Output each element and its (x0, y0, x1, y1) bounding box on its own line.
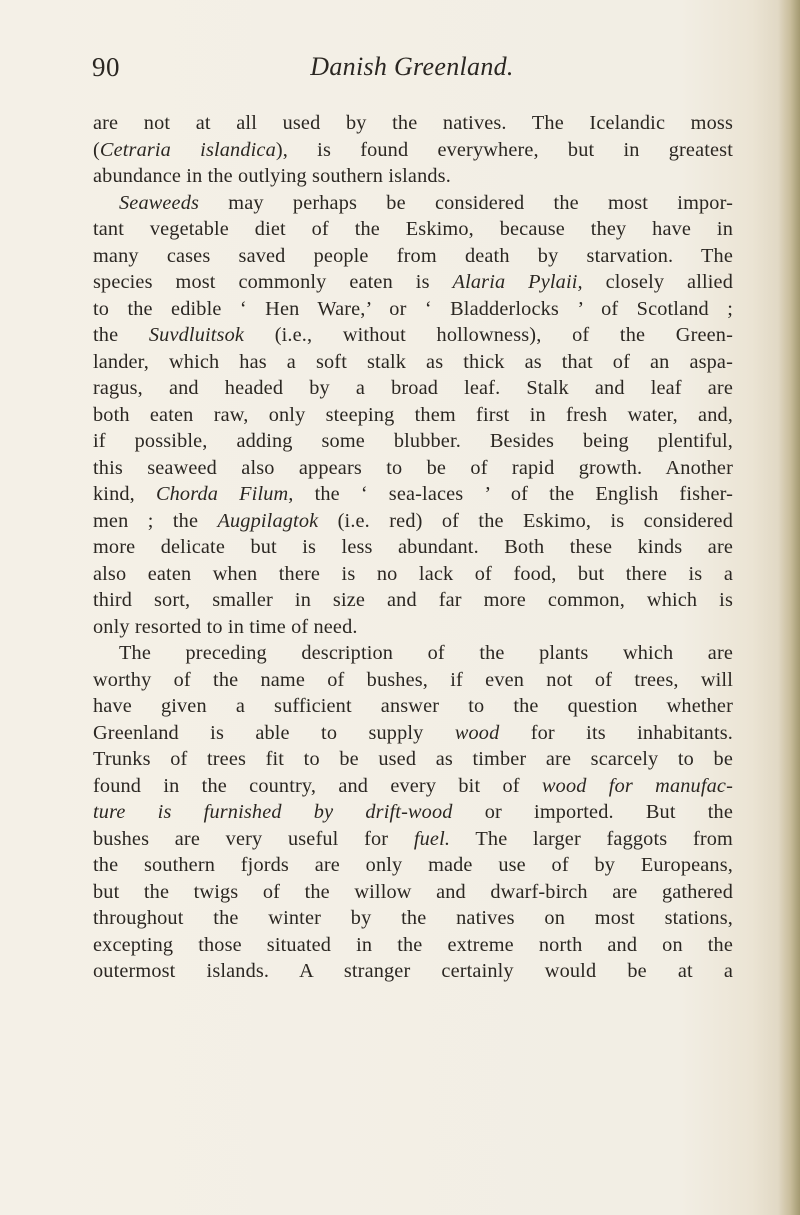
text-line: third sort, smaller in size and far more common, which is (93, 589, 733, 611)
text-line: to the edible ‘ Hen Ware,’ or ‘ Bladderlocks ’ of Scotland ; (93, 297, 733, 320)
italic-term: Alaria Pylaii, (452, 271, 583, 293)
italic-term: wood (454, 721, 500, 744)
text-line: the southern fjords are only made use of by Europeans, (93, 854, 733, 876)
body-text (93, 110, 733, 985)
text-line: excepting those situated in the extreme north and on the (93, 933, 733, 956)
italic-term: Chorda Filum, (155, 483, 294, 505)
text-line: only resorted to in time of need. (93, 615, 358, 638)
italic-term: Suvdluitsok (148, 324, 245, 346)
text-line: (Cetraria islandica), is found everywhere, but in greatest (93, 138, 733, 161)
text-line: ragus, and headed by a broad leaf. Stalk and leaf are (93, 377, 733, 399)
italic-term: fuel. (413, 827, 451, 850)
text-line: lander, which has a soft stalk as thick as that of an aspa- (93, 350, 733, 373)
text-line: kind, Chorda Filum, the ‘ sea-laces ’ of the English fisher- (93, 483, 733, 505)
text-line: but the twigs of the willow and dwarf-birch are gathered (93, 880, 733, 903)
italic-term: wood for manufac- (541, 774, 733, 797)
text-line: the Suvdluitsok (i.e., without hollowness), of the Green- (93, 324, 734, 346)
text-line: bushes are very useful for fuel. The larger faggots from (93, 827, 733, 850)
italic-term: Augpilagtok (217, 509, 319, 532)
text-line: if possible, adding some blubber. Besides being plentiful, (93, 430, 733, 452)
text-line: men ; the Augpilagtok (i.e. red) of the Eskimo, is considered (93, 509, 734, 532)
page-edge-shadow (778, 0, 800, 1215)
text-line: more delicate but is less abundant. Both these kinds are (93, 536, 733, 558)
text-line: are not at all used by the natives. The Icelandic moss (93, 112, 733, 134)
text-line: species most commonly eaten is Alaria Pylaii, closely allied (93, 271, 733, 293)
text-line: have given a sufficient answer to the question whether (93, 695, 733, 717)
text-line: this seaweed also appears to be of rapid growth. Another (93, 456, 733, 479)
text-line: tant vegetable diet of the Eskimo, because they have in (93, 218, 733, 240)
italic-term: ture is furnished by drift-wood (93, 801, 453, 823)
italic-term: Seaweeds (119, 191, 200, 214)
text-line: worthy of the name of bushes, if even not of trees, will (93, 668, 733, 691)
text-line: Trunks of trees fit to be used as timber are scarcely to be (93, 748, 733, 770)
text-line: outermost islands. A stranger certainly would be at a (93, 960, 733, 982)
text-line: found in the country, and every bit of wood for manufac- (93, 774, 733, 797)
page-header (92, 52, 732, 92)
text-line: also eaten when there is no lack of food, but there is a (93, 562, 733, 585)
italic-term: Cetraria islandica (99, 138, 276, 161)
text-line: abundance in the outlying southern islands. (93, 165, 451, 187)
text-line: Greenland is able to supply wood for its inhabitants. (93, 721, 733, 744)
text-line: many cases saved people from death by starvation. The (93, 244, 733, 267)
running-title: Danish Greenland. (310, 52, 514, 81)
page-number: 90 (92, 52, 120, 82)
text-line: both eaten raw, only steeping them first in fresh water, and, (93, 403, 733, 426)
text-line: ture is furnished by drift-wood or imported. But the (93, 801, 734, 823)
text-line: throughout the winter by the natives on most stations, (93, 907, 733, 929)
text-line: Seaweeds may perhaps be considered the most impor- (119, 191, 733, 214)
text-line: The preceding description of the plants which are (119, 642, 733, 664)
